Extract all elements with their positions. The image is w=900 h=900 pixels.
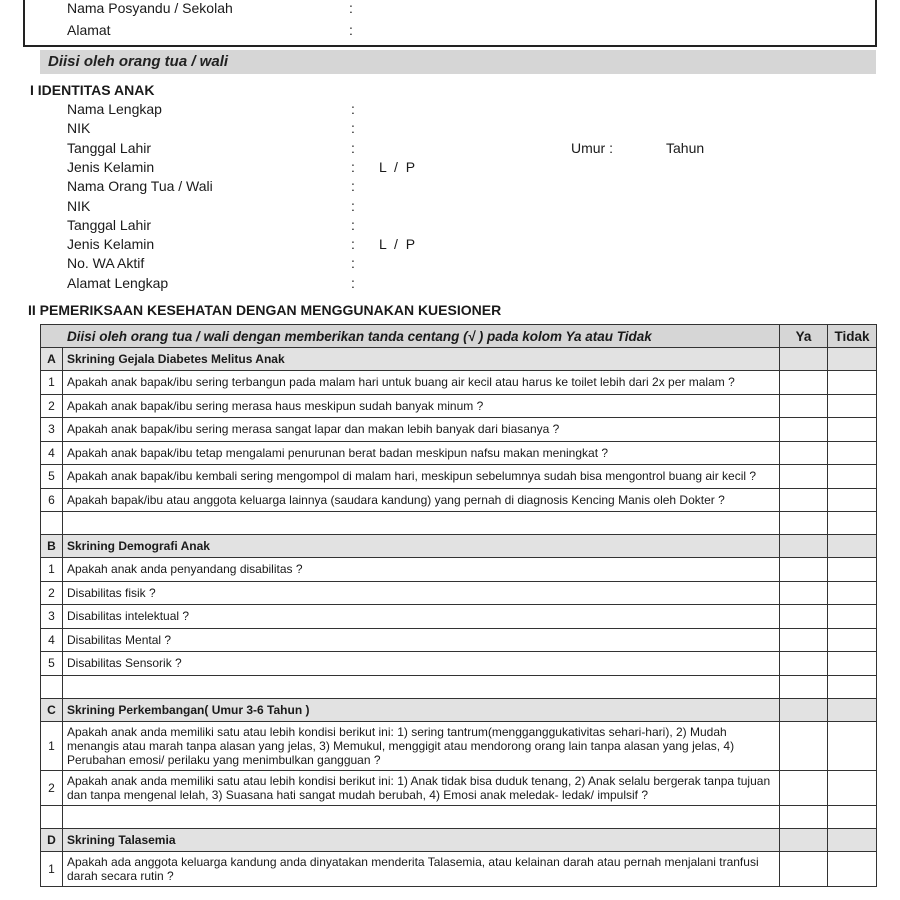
section-title: Skrining Gejala Diabetes Melitus Anak bbox=[63, 348, 780, 371]
answer-ya-cell[interactable] bbox=[780, 851, 828, 886]
section-letter: C bbox=[41, 698, 63, 721]
answer-tidak-cell[interactable] bbox=[828, 441, 877, 465]
section-letter: D bbox=[41, 828, 63, 851]
field-label-jenis-kelamin-wali: Jenis Kelamin bbox=[67, 236, 155, 252]
empty-cell bbox=[63, 512, 780, 535]
answer-tidak-cell[interactable] bbox=[828, 371, 877, 395]
empty-cell bbox=[63, 675, 780, 698]
section-cell bbox=[828, 348, 877, 371]
table-row bbox=[41, 441, 877, 465]
field-colon: : bbox=[351, 101, 355, 117]
question-number: 6 bbox=[41, 488, 63, 512]
field-colon: : bbox=[351, 178, 355, 194]
answer-ya-cell[interactable] bbox=[780, 465, 828, 489]
question-text: Apakah anak bapak/ibu sering merasa sangat lapar dan makan lebih banyak dari biasanya ? bbox=[63, 418, 780, 442]
question-number: 3 bbox=[41, 418, 63, 442]
section-row-a bbox=[41, 348, 877, 371]
spacer-row bbox=[41, 805, 877, 828]
table-row bbox=[41, 605, 877, 629]
question-number: 4 bbox=[41, 628, 63, 652]
table-row bbox=[41, 465, 877, 489]
table-row bbox=[41, 581, 877, 605]
empty-cell bbox=[41, 512, 63, 535]
answer-tidak-cell[interactable] bbox=[828, 628, 877, 652]
table-row bbox=[41, 394, 877, 418]
question-number: 3 bbox=[41, 605, 63, 629]
answer-tidak-cell[interactable] bbox=[828, 581, 877, 605]
field-label-nama-orang-tua: Nama Orang Tua / Wali bbox=[67, 178, 213, 194]
question-text: Apakah anak anda memiliki satu atau lebih kondisi berikut ini: 1) sering tantrum(mengganggukativitas sehari-hari), 2) Mudah menangis atau marah tanpa alasan yang jelas, 3) Memukul, menggigit atau mendorong orang lain tanpa alasan yang jelas, 4) Perubahan emosi/ perilaku yang menimbulkan gangguan ? bbox=[63, 721, 780, 770]
answer-tidak-cell[interactable] bbox=[828, 558, 877, 582]
question-text: Apakah anak bapak/ibu tetap mengalami penurunan berat badan meskipun nafsu makan meningkat ? bbox=[63, 441, 780, 465]
answer-ya-cell[interactable] bbox=[780, 558, 828, 582]
empty-cell bbox=[780, 805, 828, 828]
col-header-ya: Ya bbox=[780, 325, 828, 348]
question-text: Apakah anak bapak/ibu sering merasa haus meskipun sudah banyak minum ? bbox=[63, 394, 780, 418]
empty-cell bbox=[828, 805, 877, 828]
section-title: Skrining Perkembangan( Umur 3-6 Tahun ) bbox=[63, 698, 780, 721]
table-row bbox=[41, 558, 877, 582]
section-banner bbox=[40, 50, 876, 74]
field-label-tanggal-lahir-wali: Tanggal Lahir bbox=[67, 217, 152, 233]
section-cell bbox=[828, 535, 877, 558]
empty-cell bbox=[828, 675, 877, 698]
field-label-nama-lengkap: Nama Lengkap bbox=[67, 101, 162, 117]
field-label-alamat-lengkap: Alamat Lengkap bbox=[67, 275, 169, 291]
section-row-b bbox=[41, 535, 877, 558]
section-title: Skrining Talasemia bbox=[63, 828, 780, 851]
field-colon: : bbox=[349, 0, 353, 16]
instruction-header: Diisi oleh orang tua / wali dengan memberikan tanda centang (√ ) pada kolom Ya atau Tidak bbox=[41, 325, 780, 348]
field-label-nama-posyandu: Nama Posyandu / Sekolah bbox=[67, 0, 233, 16]
question-text: Disabilitas fisik ? bbox=[63, 581, 780, 605]
question-number: 1 bbox=[41, 721, 63, 770]
answer-ya-cell[interactable] bbox=[780, 605, 828, 629]
question-number: 1 bbox=[41, 371, 63, 395]
question-number: 2 bbox=[41, 394, 63, 418]
section-cell bbox=[828, 698, 877, 721]
table-row bbox=[41, 770, 877, 805]
section-cell bbox=[780, 535, 828, 558]
spacer-row bbox=[41, 675, 877, 698]
spacer-row bbox=[41, 512, 877, 535]
answer-tidak-cell[interactable] bbox=[828, 721, 877, 770]
answer-ya-cell[interactable] bbox=[780, 581, 828, 605]
question-number: 5 bbox=[41, 465, 63, 489]
answer-tidak-cell[interactable] bbox=[828, 488, 877, 512]
empty-cell bbox=[780, 512, 828, 535]
question-text: Apakah anak anda memiliki satu atau lebih kondisi berikut ini: 1) Anak tidak bisa duduk tenang, 2) Anak selalu bergerak tanpa tujuan dan tanpa mengenal lelah, 3) Suasana hati sangat mudah berubah, 4) Emosi anak meledak- ledak/ impulsif ? bbox=[63, 770, 780, 805]
questionnaire-table bbox=[40, 324, 877, 887]
table-row bbox=[41, 721, 877, 770]
answer-ya-cell[interactable] bbox=[780, 418, 828, 442]
field-colon: : bbox=[351, 140, 355, 156]
answer-ya-cell[interactable] bbox=[780, 394, 828, 418]
question-number: 2 bbox=[41, 581, 63, 605]
table-row bbox=[41, 628, 877, 652]
field-label-nik-anak: NIK bbox=[67, 120, 91, 136]
answer-tidak-cell[interactable] bbox=[828, 418, 877, 442]
empty-cell bbox=[828, 512, 877, 535]
field-colon: : bbox=[351, 275, 355, 291]
empty-cell bbox=[41, 805, 63, 828]
answer-tidak-cell[interactable] bbox=[828, 851, 877, 886]
question-number: 1 bbox=[41, 558, 63, 582]
kuesioner-title: II PEMERIKSAAN KESEHATAN DENGAN MENGGUNAKAN KUESIONER bbox=[28, 302, 502, 318]
answer-ya-cell[interactable] bbox=[780, 441, 828, 465]
question-text: Apakah anak anda penyandang disabilitas ? bbox=[63, 558, 780, 582]
answer-tidak-cell[interactable] bbox=[828, 394, 877, 418]
field-label-jenis-kelamin-anak: Jenis Kelamin bbox=[67, 159, 155, 175]
field-value-jenis-kelamin-anak[interactable]: L / P bbox=[379, 159, 416, 175]
table-row bbox=[41, 418, 877, 442]
question-text: Disabilitas Sensorik ? bbox=[63, 652, 780, 676]
answer-ya-cell[interactable] bbox=[780, 770, 828, 805]
question-text: Disabilitas Mental ? bbox=[63, 628, 780, 652]
answer-ya-cell[interactable] bbox=[780, 721, 828, 770]
section-letter: A bbox=[41, 348, 63, 371]
field-colon: : bbox=[351, 198, 355, 214]
question-number: 5 bbox=[41, 652, 63, 676]
section-letter: B bbox=[41, 535, 63, 558]
section-cell bbox=[780, 698, 828, 721]
field-colon: : bbox=[351, 236, 355, 252]
answer-tidak-cell[interactable] bbox=[828, 652, 877, 676]
section-cell bbox=[828, 828, 877, 851]
section-row-c bbox=[41, 698, 877, 721]
col-header-tidak: Tidak bbox=[828, 325, 877, 348]
table-row bbox=[41, 652, 877, 676]
question-text: Apakah ada anggota keluarga kandung anda dinyatakan menderita Talasemia, atau kelainan darah atau pernah menjalani tranfusi darah secara rutin ? bbox=[63, 851, 780, 886]
table-row bbox=[41, 371, 877, 395]
question-text: Apakah anak bapak/ibu sering terbangun pada malam hari untuk buang air kecil atau harus ke toilet lebih dari 2x per malam ? bbox=[63, 371, 780, 395]
question-text: Apakah anak bapak/ibu kembali sering mengompol di malam hari, meskipun sebelumnya sudah bisa mengontrol buang air kecil ? bbox=[63, 465, 780, 489]
section-row-d bbox=[41, 828, 877, 851]
question-number: 4 bbox=[41, 441, 63, 465]
section-cell bbox=[780, 828, 828, 851]
question-text: Apakah bapak/ibu atau anggota keluarga lainnya (saudara kandung) yang pernah di diagnosis Kencing Manis oleh Dokter ? bbox=[63, 488, 780, 512]
field-colon: : bbox=[349, 22, 353, 38]
answer-tidak-cell[interactable] bbox=[828, 465, 877, 489]
field-label-tanggal-lahir-anak: Tanggal Lahir bbox=[67, 140, 152, 156]
umur-label: Umur : bbox=[571, 140, 613, 156]
answer-tidak-cell[interactable] bbox=[828, 605, 877, 629]
field-colon: : bbox=[351, 255, 355, 271]
field-value-jenis-kelamin-wali[interactable]: L / P bbox=[379, 236, 416, 252]
question-text: Disabilitas intelektual ? bbox=[63, 605, 780, 629]
answer-ya-cell[interactable] bbox=[780, 628, 828, 652]
empty-cell bbox=[780, 675, 828, 698]
tahun-label: Tahun bbox=[666, 140, 705, 156]
empty-cell bbox=[63, 805, 780, 828]
answer-ya-cell[interactable] bbox=[780, 371, 828, 395]
answer-ya-cell[interactable] bbox=[780, 652, 828, 676]
empty-cell bbox=[41, 675, 63, 698]
table-row bbox=[41, 851, 877, 886]
question-number: 2 bbox=[41, 770, 63, 805]
field-label-no-wa: No. WA Aktif bbox=[67, 255, 145, 271]
answer-ya-cell[interactable] bbox=[780, 488, 828, 512]
section-cell bbox=[780, 348, 828, 371]
answer-tidak-cell[interactable] bbox=[828, 770, 877, 805]
field-label-alamat: Alamat bbox=[67, 22, 111, 38]
field-colon: : bbox=[351, 159, 355, 175]
section-banner-text: Diisi oleh orang tua / wali bbox=[48, 53, 229, 70]
section-title: Skrining Demografi Anak bbox=[63, 535, 780, 558]
table-row bbox=[41, 488, 877, 512]
field-label-nik-wali: NIK bbox=[67, 198, 91, 214]
question-number: 1 bbox=[41, 851, 63, 886]
field-colon: : bbox=[351, 120, 355, 136]
field-colon: : bbox=[351, 217, 355, 233]
identitas-title: I IDENTITAS ANAK bbox=[30, 82, 155, 98]
